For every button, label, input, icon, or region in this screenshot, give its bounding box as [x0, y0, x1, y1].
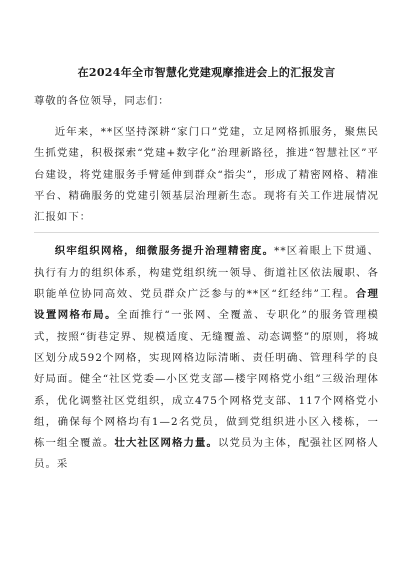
paragraph-divider: [34, 232, 379, 233]
section-text: **区着眼上下贯通、执行有力的组织体系，构建党组织统一领导、街道社区依法履职、各职能单位协同高效、党员群众广泛参与的**区“红经纬”工程。: [34, 245, 380, 301]
subsection-heading-layout: 合理设置网格布局。: [34, 288, 379, 322]
paragraph-grid-organization: [34, 241, 379, 475]
paragraph-intro: 近年来，**区坚持深耕“家门口”党建，立足网格抓服务，聚焦民生抓党建，积极探索“党建+数字化”治理新路径，推进“智慧社区”平台建设，将党建服务手臂延伸到群众“指尖”，形成了精密网格、精准平台、精确服务的党建引领基层治理新生态。现将有关工作进展情况汇报如下：: [34, 126, 379, 224]
subsection-text-strength: 以党员为主体，配强社区网格人员。采: [34, 437, 379, 471]
subsection-heading-strength: 壮大社区网格力量。: [114, 437, 219, 450]
document-title: 在2024年全市智慧化党建观摩推进会上的汇报发言: [77, 66, 336, 79]
salutation: 尊敬的各位领导，同志们：: [34, 95, 170, 107]
section-heading: 织牢组织网格，细微服务提升治理精密度。: [54, 245, 275, 258]
subsection-text-layout: 全面推行“一张网、全覆盖、专职化”的服务管理模式，按照“街巷定界、规模适度、无缝覆盖、动态调整”的原则，将城区划分成592个网格，实现网格边际清晰、责任明确、管理科学的良好局面。健全“社区党委—小区党支部—楼宇网格党小组”三级治理体系，优化调整社区党组织，成立475个网格党支部、117个网格党小组，确保每个网格均有1—2名党员，做到党组织进小区入楼栋，一栋一组全覆盖。: [34, 309, 379, 450]
